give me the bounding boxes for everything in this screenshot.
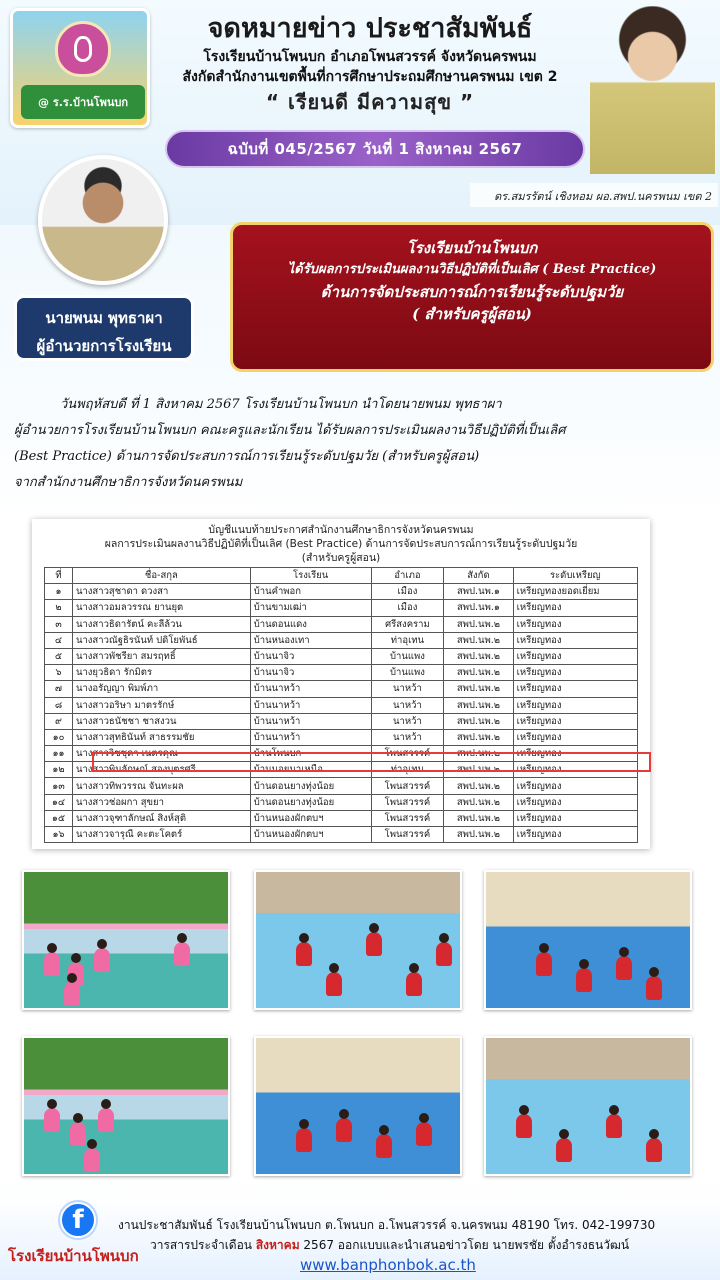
table-cell: ๖ [45, 665, 73, 681]
school-sign: @ ร.ร.บ้านโพนบก [21, 85, 145, 119]
banner-line-4: ( สำหรับครูผู้สอน) [412, 305, 532, 323]
table-body [45, 584, 638, 843]
table-cell: ๘ [45, 697, 73, 713]
table-cell: นาหว้า [371, 713, 444, 729]
table-cell: บ้านหนองผักตบฯ [250, 810, 371, 826]
table-cell: ๑ [45, 584, 73, 600]
table-cell: นางสาวพิมลักษณ์ สองบุตรศรี [72, 762, 250, 778]
table-cell: โพนสวรรค์ [371, 778, 444, 794]
banner-line-2: ได้รับผลการประเมินผลงานวิธีปฏิบัติที่เป็นเลิศ ( Best Practice) [287, 262, 657, 277]
facebook-icon[interactable]: f [60, 1202, 96, 1238]
activity-photo-5 [254, 1036, 462, 1176]
table-cell: สพป.นพ.๒ [444, 794, 513, 810]
table-cell: นาหว้า [371, 697, 444, 713]
table-cell: เหรียญทอง [513, 616, 637, 632]
principal-name: นายพนม พุทธาผา [45, 309, 163, 327]
footer-credits-suffix: 2567 ออกแบบและนำเสนอข่าวโดย นายพรชัย ตั้งอำรงธนวัฒน์ [299, 1238, 630, 1252]
table-cell: เหรียญทอง [513, 665, 637, 681]
table-cell: บ้านนาหว้า [250, 713, 371, 729]
column-header: สังกัด [444, 568, 513, 584]
table-cell: เหรียญทอง [513, 713, 637, 729]
table-row [45, 632, 638, 648]
table-cell: ๗ [45, 681, 73, 697]
table-cell: บ้านนาหว้า [250, 729, 371, 745]
table-cell: ๔ [45, 632, 73, 648]
table-cell: เมือง [371, 584, 444, 600]
table-cell: เหรียญทอง [513, 778, 637, 794]
doc-heading-1: บัญชีแนบท้ายประกาศสำนักงานศึกษาธิการจังหวัดนครพนม [208, 524, 474, 536]
table-cell: โพนสวรรค์ [371, 810, 444, 826]
table-cell: สพป.นพ.๑ [444, 600, 513, 616]
activity-photo-4 [22, 1036, 230, 1176]
table-cell: สพป.นพ.๒ [444, 697, 513, 713]
table-cell: โพนสวรรค์ [371, 746, 444, 762]
table-cell: บ้านนาหว้า [250, 681, 371, 697]
table-cell: สพป.นพ.๒ [444, 681, 513, 697]
table-cell: บ้านขามเฒ่า [250, 600, 371, 616]
column-header: ระดับเหรียญ [513, 568, 637, 584]
footer-month: สิงหาคม [255, 1238, 300, 1252]
table-cell: นางสาวสุชาดา ดวงสา [72, 584, 250, 600]
table-row [45, 794, 638, 810]
table-cell: นางยุวธิดา รักมิตร [72, 665, 250, 681]
table-cell: บ้านแพง [371, 648, 444, 664]
table-cell: เหรียญทอง [513, 681, 637, 697]
column-header: ที่ [45, 568, 73, 584]
table-cell: ๑๒ [45, 762, 73, 778]
table-cell: บ้านนาหว้า [250, 697, 371, 713]
table-cell: ท่าอุเทน [371, 632, 444, 648]
table-cell: บ้านนาจิว [250, 648, 371, 664]
footer-contact: งานประชาสัมพันธ์ โรงเรียนบ้านโพนบก ต.โพนบก อ.โพนสวรรค์ จ.นครพนม 48190 โทร. 042-199730 [118, 1218, 656, 1232]
table-row [45, 616, 638, 632]
column-header: โรงเรียน [250, 568, 371, 584]
table-cell: ๓ [45, 616, 73, 632]
table-cell: เหรียญทอง [513, 632, 637, 648]
principal-photo [38, 155, 168, 285]
table-cell: เหรียญทอง [513, 762, 637, 778]
doc-heading-2: ผลการประเมินผลงานวิธีปฏิบัติที่เป็นเลิศ (Best Practice) ด้านการจัดประสบการณ์การเรียนรู้ระดับปฐมวัย [104, 538, 578, 550]
table-row [45, 778, 638, 794]
announcement-document [32, 519, 650, 849]
headline-banner [230, 222, 714, 372]
table-cell: ๙ [45, 713, 73, 729]
table-cell: บ้านคำพอก [250, 584, 371, 600]
table-cell: โพนสวรรค์ [371, 827, 444, 843]
table-cell: เหรียญทอง [513, 600, 637, 616]
table-cell: ๑๐ [45, 729, 73, 745]
school-logo [10, 8, 150, 128]
table-cell: เหรียญทอง [513, 827, 637, 843]
newsletter-title: จดหมายข่าว ประชาสัมพันธ์ [207, 13, 533, 44]
banner-line-1: โรงเรียนบ้านโพนบก [406, 239, 538, 257]
table-cell: นางสาวอริษา มาตรรักษ์ [72, 697, 250, 713]
table-row [45, 713, 638, 729]
table-cell: เหรียญทอง [513, 794, 637, 810]
body-line-4: จากสำนักงานศึกษาธิการจังหวัดนครพนม [14, 475, 243, 490]
table-cell: บ้านหนองผักตบฯ [250, 827, 371, 843]
table-cell: นางอรัญญา พิมพ์ภา [72, 681, 250, 697]
table-cell: นางสาวจารุณี คะตะโคตร์ [72, 827, 250, 843]
table-cell: สพป.นพ.๑ [444, 584, 513, 600]
table-cell: ๑๑ [45, 746, 73, 762]
activity-photo-3 [484, 870, 692, 1010]
director-photo [590, 6, 715, 174]
school-affiliation: สังกัดสำนักงานเขตพื้นที่การศึกษาประถมศึกษานครพนม เขต 2 [182, 69, 558, 85]
table-cell: สพป.นพ.๒ [444, 810, 513, 826]
table-cell: นางสาวสุทธินันท์ สาธรรมชัย [72, 729, 250, 745]
principal-nameplate [14, 295, 194, 361]
body-line-3: (Best Practice) ด้านการจัดประสบการณ์การเรียนรู้ระดับปฐมวัย (สำหรับครูผู้สอน) [14, 449, 480, 464]
table-cell: โพนสวรรค์ [371, 794, 444, 810]
table-cell: นางสาวณัฐธิรนันท์ ปดิโยพันธ์ [72, 632, 250, 648]
table-cell: ท่าอุเทน [371, 762, 444, 778]
table-cell: นางสาวทิพวรรณ จันทะผล [72, 778, 250, 794]
table-cell: เหรียญทองยอดเยี่ยม [513, 584, 637, 600]
table-cell: สพป.นพ.๒ [444, 762, 513, 778]
table-cell: สพป.นพ.๒ [444, 616, 513, 632]
table-cell: ๑๖ [45, 827, 73, 843]
table-row [45, 827, 638, 843]
highlight-box [92, 752, 651, 772]
table-cell: เหรียญทอง [513, 648, 637, 664]
table-cell: บ้านหนองเทา [250, 632, 371, 648]
school-address: โรงเรียนบ้านโพนบก อำเภอโพนสวรรค์ จังหวัดนครพนม [203, 49, 537, 65]
table-row [45, 810, 638, 826]
footer-credits [150, 1236, 714, 1255]
table-cell: สพป.นพ.๒ [444, 632, 513, 648]
table-cell: นางสาวธิดารัตน์ คะลีล้วน [72, 616, 250, 632]
table-cell: สพป.นพ.๒ [444, 648, 513, 664]
table-cell: บ้านโพนบก [250, 746, 371, 762]
table-cell: สพป.นพ.๒ [444, 746, 513, 762]
table-cell: นางสาวธนัชชา ชาสงวน [72, 713, 250, 729]
table-cell: เหรียญทอง [513, 729, 637, 745]
table-cell: สพป.นพ.๒ [444, 713, 513, 729]
footer-school-name: โรงเรียนบ้านโพนบก [8, 1247, 139, 1265]
table-cell: ๕ [45, 648, 73, 664]
table-cell: บ้านนอยนาเหนือ [250, 762, 371, 778]
doc-heading-3: (สำหรับครูผู้สอน) [301, 552, 381, 564]
table-cell: ๑๔ [45, 794, 73, 810]
table-cell: ๒ [45, 600, 73, 616]
table-cell: นาหว้า [371, 729, 444, 745]
activity-photo-1 [22, 870, 230, 1010]
table-row [45, 600, 638, 616]
table-row [45, 681, 638, 697]
table-cell: เหรียญทอง [513, 697, 637, 713]
table-row [45, 697, 638, 713]
table-cell: บ้านดอนยางทุ่งน้อย [250, 794, 371, 810]
table-cell: นางสาวจุฑาลักษณ์ สิงห์สุติ [72, 810, 250, 826]
table-header-row [45, 568, 638, 584]
table-cell: สพป.นพ.๒ [444, 729, 513, 745]
table-cell: นาหว้า [371, 681, 444, 697]
table-cell: นางสาวช่อผกา สุขยา [72, 794, 250, 810]
principal-position: ผู้อำนวยการโรงเรียน [36, 337, 172, 355]
results-table [44, 567, 638, 843]
school-motto: “ เรียนดี มีความสุข ” [265, 90, 475, 114]
table-cell: นางสาวอมลวรรณ ยานยุต [72, 600, 250, 616]
activity-photo-6 [484, 1036, 692, 1176]
table-cell: ๑๕ [45, 810, 73, 826]
table-cell: ๑๓ [45, 778, 73, 794]
table-cell: เหรียญทอง [513, 810, 637, 826]
director-caption: ดร.สมรรัตน์ เชิงหอม ผอ.สพป.นครพนม เขต 2 [470, 183, 718, 207]
footer-credits-prefix: วารสารประจำเดือน [150, 1238, 256, 1252]
issue-bar: ฉบับที่ 045/2567 วันที่ 1 สิงหาคม 2567 [165, 130, 585, 168]
school-emblem-icon [55, 21, 111, 77]
banner-line-3: ด้านการจัดประสบการณ์การเรียนรู้ระดับปฐมวัย [320, 283, 624, 301]
column-header: ชื่อ-สกุล [72, 568, 250, 584]
table-cell: บ้านดอนแดง [250, 616, 371, 632]
column-header: อำเภอ [371, 568, 444, 584]
table-cell: สพป.นพ.๒ [444, 827, 513, 843]
table-row [45, 665, 638, 681]
website-link[interactable]: www.banphonbok.ac.th [300, 1256, 476, 1274]
table-cell: เมือง [371, 600, 444, 616]
table-cell: บ้านนาจิว [250, 665, 371, 681]
table-cell: บ้านดอนยางทุ่งน้อย [250, 778, 371, 794]
table-cell: ศรีสงคราม [371, 616, 444, 632]
table-cell: นางสาววิชชุดา เนตรคุณ [72, 746, 250, 762]
table-cell: เหรียญทอง [513, 746, 637, 762]
table-cell: สพป.นพ.๒ [444, 665, 513, 681]
table-cell: บ้านแพง [371, 665, 444, 681]
body-line-1: วันพฤหัสบดี ที่ 1 สิงหาคม 2567 โรงเรียนบ้านโพนบก นำโดยนายพนม พุทธาผา [60, 397, 502, 412]
table-row [45, 584, 638, 600]
body-line-2: ผู้อำนวยการโรงเรียนบ้านโพนบก คณะครูและนักเรียน ได้รับผลการประเมินผลงานวิธีปฏิบัติที่เป็นเลิศ [14, 423, 566, 438]
table-cell: นางสาวพัชรียา สมรฤทธิ์ [72, 648, 250, 664]
activity-photo-2 [254, 870, 462, 1010]
news-body [14, 392, 708, 496]
table-cell: สพป.นพ.๒ [444, 778, 513, 794]
table-row [45, 729, 638, 745]
table-row [45, 648, 638, 664]
